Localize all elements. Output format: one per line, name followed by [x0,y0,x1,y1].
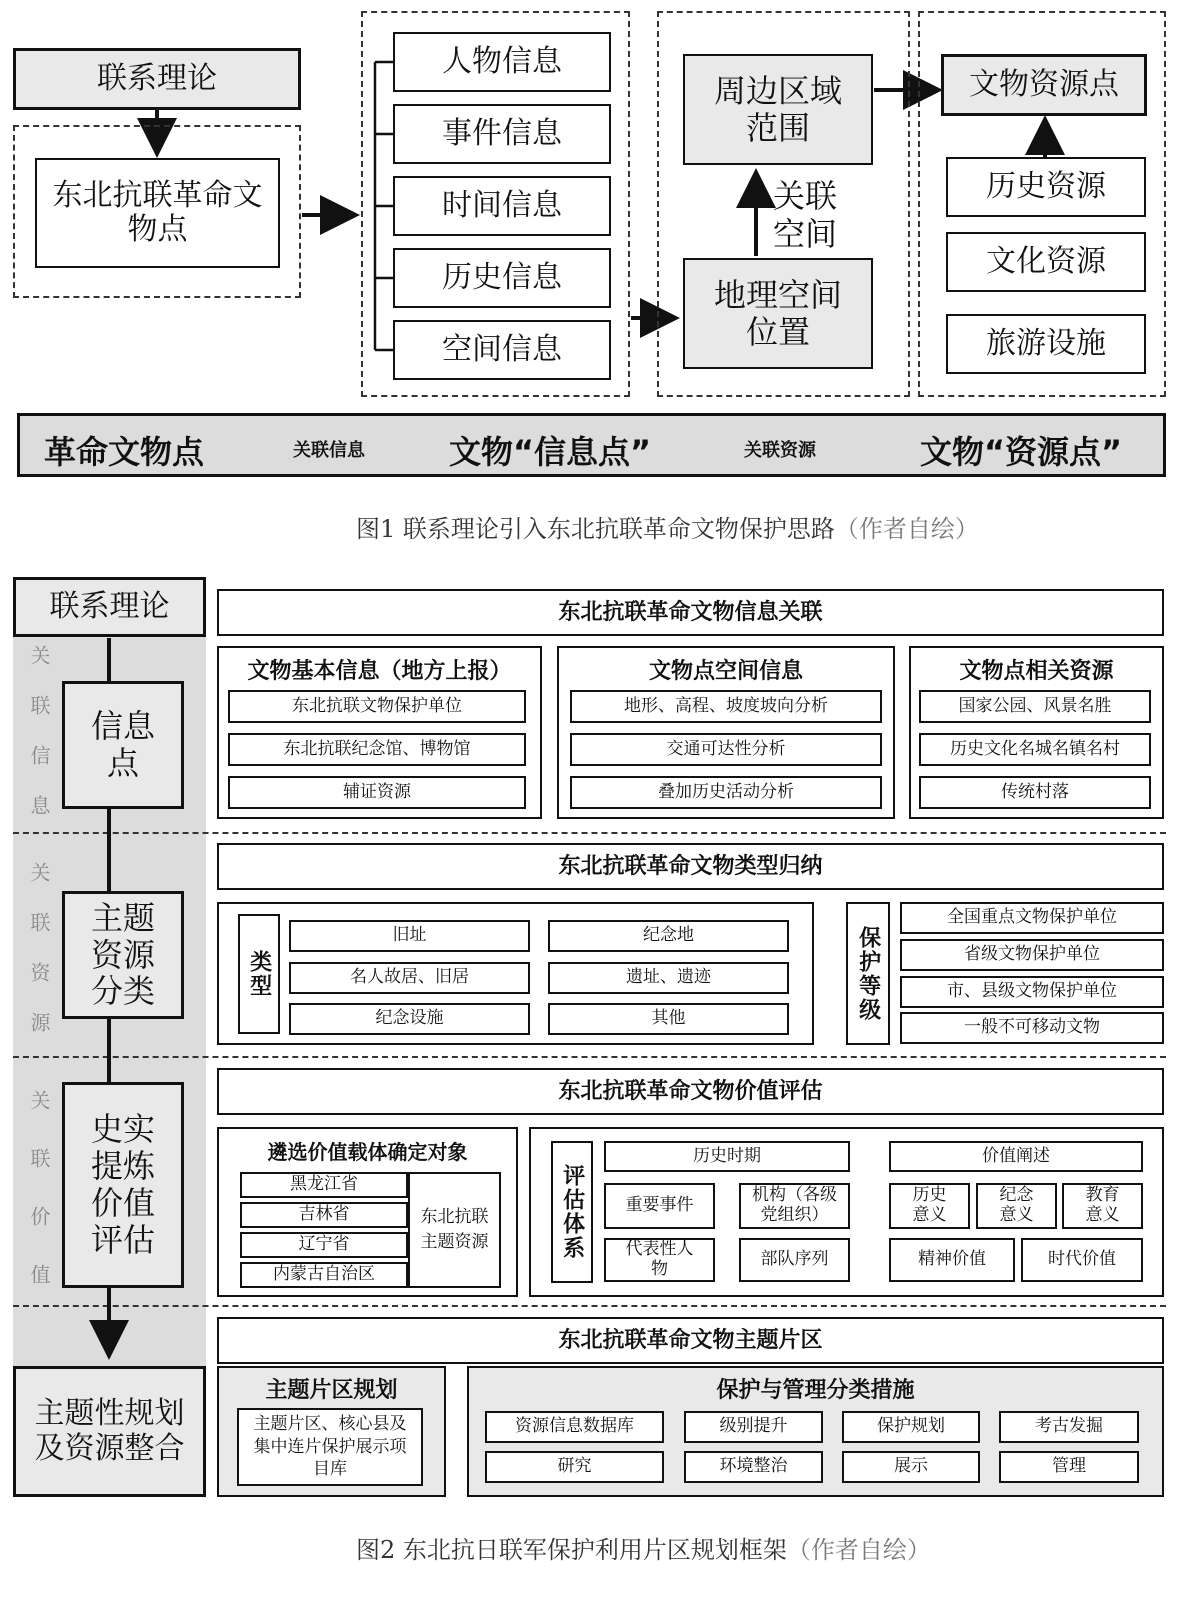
fig2-sec3-value [889,1141,1143,1172]
fig2-sec2-type [548,920,789,952]
fig2-sec3-province-text: 黑龙江省 [290,1174,358,1195]
fig1-banner-arrow1-label: 关联信息 [290,436,368,462]
fig1-caption-text: 图1 联系理论引入东北抗联革命文物保护思路 [356,515,835,543]
fig2-sec4-measure-text: 级别提升 [719,1416,788,1437]
fig2-sec3-theme-resource [408,1172,501,1288]
fig2-step-label: 主题性规划及资源整合 [34,1396,185,1466]
fig1-info-label: 事件信息 [442,115,562,151]
fig2-sec4-measure-text: 管理 [1052,1456,1086,1477]
fig2-theory-box [13,577,206,637]
fig1-info-label: 人物信息 [442,43,562,79]
fig2-sec3-title-text: 东北抗联革命文物价值评估 [558,1078,823,1104]
fig2-sec2-type-text: 名人故居、旧居 [350,967,469,988]
fig2-sec4-measure-text: 资源信息数据库 [515,1416,634,1437]
fig2-sec4-measure [999,1451,1139,1483]
fig2-sec3-value-item-text: 历史意义 [912,1185,947,1225]
fig2-sec4-measure-title: 保护与管理分类措施 [716,1378,915,1403]
fig2-sec3-period-item-text: 代表性人物 [625,1239,694,1279]
fig2-step-info-point [62,681,184,809]
fig2-sec2-type [289,962,530,994]
fig2-sec2-title-text: 东北抗联革命文物类型归纳 [558,853,823,879]
fig2-sec3-value-item-text: 时代价值 [1048,1249,1116,1270]
fig2-sec2-level [900,902,1164,934]
fig2-side-label [13,645,51,864]
fig1-banner-stage3: 文物“资源点” [920,433,1123,471]
fig2-sec3-value-item [889,1238,1015,1282]
fig2-sec2-type-label [238,914,280,1034]
fig2-sec2-level [900,939,1164,971]
fig2-sec2-level-text: 一般不可移动文物 [964,1017,1100,1038]
fig2-sec1-item [228,776,526,809]
fig2-sec2-type-label-text: 类型 [246,950,272,998]
fig2-sec2-level-label-text: 保护等级 [855,925,881,1022]
fig2-sec2-type [548,962,789,994]
fig2-sec1-item-label: 国家公园、风景名胜 [958,695,1112,716]
fig2-side-label-text: 关联价值 [27,1090,51,1322]
fig2-sec1-item-label: 辅证资源 [343,781,411,802]
fig2-step-plan-integrate [13,1366,206,1497]
fig2-sec1-item-label: 传统村落 [1001,781,1069,802]
fig2-sec3-province [240,1262,408,1288]
fig2-sec3-period-item-text: 机构（各级党组织） [752,1185,837,1225]
fig2-sec1-item [919,776,1151,809]
fig2-sec4-measure [485,1411,664,1443]
fig1-resource-point-label: 文物资源点 [969,66,1119,102]
fig1-info-label: 历史信息 [442,259,562,295]
fig2-sec1-item [570,690,882,723]
fig2-sec3-province [240,1202,408,1228]
fig2-sec2-type [289,920,530,952]
fig2-sec3-value-item-text: 教育意义 [1085,1185,1120,1225]
fig2-side-label-text: 关联资源 [27,862,51,1062]
fig2-sec2-type-text: 旧址 [392,925,427,946]
fig2-sec4-measure-text: 研究 [557,1456,592,1477]
fig2-sec2-type-text: 其他 [651,1008,686,1029]
fig2-sec3-value-item-text: 精神价值 [918,1249,986,1270]
fig2-sec1-item [228,733,526,766]
fig2-sec4-measure-text: 保护规划 [877,1416,945,1437]
fig2-sec4-measure [842,1411,980,1443]
fig1-resource-label: 文化资源 [986,243,1106,279]
fig2-sec3-value-item [976,1183,1057,1229]
fig1-relic-point-label: 东北抗联革命文物点 [52,177,263,247]
fig2-sec4-measure [842,1451,980,1483]
fig2-sec1-item [228,690,526,723]
fig1-resource-label: 旅游设施 [986,325,1106,361]
fig2-sec3-value-item-text: 纪念意义 [999,1185,1034,1225]
fig2-sec1-item [919,733,1151,766]
fig2-sec2-level-label [846,902,890,1045]
fig2-sec4-measure-text: 考古发掘 [1035,1416,1103,1437]
fig2-sec3-period-text: 历史时期 [693,1145,761,1166]
fig2-sec4-measure-text: 展示 [894,1456,928,1477]
fig2-sec3-province-text: 吉林省 [298,1204,350,1225]
fig2-caption-text: 图2 东北抗日联军保护利用片区规划框架 [356,1536,787,1564]
fig2-sec4-measure [684,1451,823,1483]
fig2-sec3-period-item [604,1183,715,1229]
fig2-step-label: 信息点 [90,707,155,782]
fig1-banner-stage2: 文物“信息点” [449,433,652,471]
fig2-caption [356,1530,931,1565]
fig2-sec3-period-item [739,1183,850,1229]
fig2-sec1-item-label: 地形、高程、坡度坡向分析 [624,695,828,716]
fig2-side-label [13,1090,51,1341]
fig1-theory-label: 联系理论 [97,60,217,96]
fig1-geo-position-label: 地理空间位置 [713,275,842,351]
fig2-sec1-title [217,589,1164,636]
fig1-banner-arrow2-label: 关联资源 [741,436,819,462]
fig2-sec4-plan-body-text: 主题片区、核心县及集中连片保护展示项目库 [253,1413,407,1480]
fig2-sec1-item-label: 东北抗联文物保护单位 [292,695,462,716]
fig2-sec2-title [217,843,1164,890]
fig2-sec3-period-item-text: 部队序列 [760,1249,829,1270]
fig1-surrounding-label: 周边区域范围 [713,71,842,147]
fig2-sec3-province-text: 辽宁省 [298,1234,350,1255]
fig2-sec1-group-title: 文物点空间信息 [648,659,803,684]
fig2-theory-label: 联系理论 [49,588,170,624]
fig2-sec3-value-item [1021,1238,1143,1282]
fig2-sec1-group-title: 文物点相关资源 [959,659,1114,684]
fig1-assoc-space-label: 关联空间 [772,177,837,254]
fig2-sec3-value-item [889,1183,970,1229]
fig1-caption-note: （作者自绘） [834,515,979,543]
fig2-sec3-value-item [1062,1183,1143,1229]
fig1-banner-stage1: 革命文物点 [44,433,205,471]
fig2-sec2-type-text: 纪念地 [643,925,694,946]
fig2-sec3-eval-label [551,1141,593,1283]
fig2-sec4-title [217,1317,1164,1364]
fig2-step-label: 主题资源分类 [90,898,155,1011]
fig2-sec3-title [217,1068,1164,1115]
fig2-sec1-item [919,690,1151,723]
fig2-side-label-text: 关联信息 [27,645,51,845]
fig2-sec3-value-text: 价值阐述 [982,1145,1050,1166]
fig2-sec2-type-text: 遗址、遗迹 [626,967,711,988]
fig2-sec2-level [900,1012,1164,1044]
fig2-sec1-item-label: 东北抗联纪念馆、博物馆 [283,738,471,759]
fig2-sec3-province [240,1232,408,1258]
fig2-sec3-province-text: 内蒙古自治区 [273,1264,375,1285]
fig2-sec3-period-item [604,1238,715,1282]
fig1-info-label: 空间信息 [442,331,562,367]
fig2-sec1-title-text: 东北抗联革命文物信息关联 [558,599,823,625]
fig2-sec4-measure-text: 环境整治 [719,1456,788,1477]
fig1-info-label: 时间信息 [442,187,562,223]
fig2-step-label: 史实提炼价值评估 [90,1110,155,1259]
fig2-sec2-type [548,1003,789,1035]
fig2-side-label [13,862,51,1081]
fig2-caption-note: （作者自绘） [786,1536,931,1564]
fig2-sec1-item-label: 历史文化名城名镇名村 [950,738,1120,759]
fig2-sec4-title-text: 东北抗联革命文物主题片区 [558,1327,823,1353]
fig2-sec2-type-text: 纪念设施 [375,1008,444,1029]
fig1-resource-label: 历史资源 [986,168,1106,204]
fig2-sec4-measure [999,1411,1139,1443]
fig2-step-theme-classify [62,891,184,1019]
fig2-sec2-type [289,1003,530,1035]
fig2-sec4-plan-title: 主题片区规划 [265,1378,398,1403]
fig2-sec4-measure [684,1411,823,1443]
fig2-sec3-period-item-text: 重要事件 [625,1195,694,1216]
fig2-sec1-item [570,776,882,809]
fig2-sec4-measure [485,1451,664,1483]
fig2-sec3-period-item [739,1238,850,1282]
fig2-sec3-theme-resource-text: 东北抗联主题资源 [420,1207,489,1252]
fig2-sec4-plan-body [237,1408,423,1486]
fig2-sec3-select-title: 遴选价值载体确定对象 [267,1140,468,1164]
fig2-sec1-item-label: 叠加历史活动分析 [658,781,794,802]
fig2-sec3-period [604,1141,850,1172]
fig2-sec2-level-text: 全国重点文物保护单位 [947,907,1117,928]
fig2-sec2-level [900,976,1164,1008]
fig2-sec1-group-title: 文物基本信息（地方上报） [247,659,512,684]
fig2-sec1-item-label: 交通可达性分析 [666,738,786,759]
fig2-sec3-province [240,1172,408,1198]
fig2-sec3-eval-label-text: 评估体系 [559,1164,585,1260]
fig2-step-value-eval [62,1082,184,1288]
fig2-sec2-level-text: 市、县级文物保护单位 [947,981,1117,1002]
fig2-sec2-level-text: 省级文物保护单位 [964,944,1100,965]
fig2-sec1-item [570,733,882,766]
